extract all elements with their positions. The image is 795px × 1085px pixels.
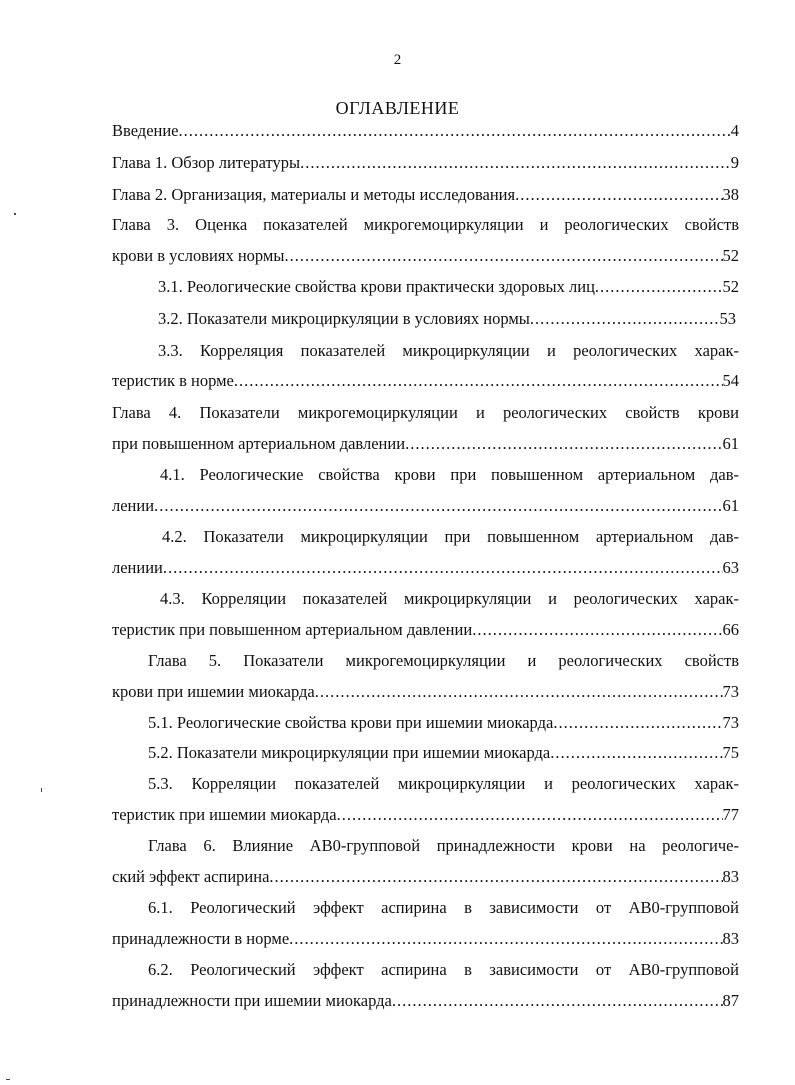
toc-entry-3-3-line-1: 3.3. Корреляция показателей микроциркуляции и реологических харак-	[158, 341, 739, 360]
toc-page: 66	[722, 620, 739, 639]
toc-entry-5-1	[148, 712, 739, 734]
toc-entry-chapter-6-line-1: Глава 6. Влияние АВ0-групповой принадлежности крови на реологиче-	[148, 836, 739, 855]
toc-page: 73	[722, 682, 739, 701]
toc-text: 5.1. Реологические свойства крови при ишемии миокарда	[148, 713, 554, 732]
toc-entry-6-2-line-1: 6.2. Реологический эффект аспирина в зависимости от АВ0-групповой	[148, 960, 739, 979]
toc-page: 9	[730, 153, 739, 172]
toc-entry-chapter-4	[112, 433, 739, 455]
toc-page: 83	[722, 929, 739, 948]
toc-entry-4-1-line-1: 4.1. Реологические свойства крови при повышенном артериальном дав-	[160, 465, 739, 484]
toc-page: 38	[722, 185, 739, 204]
toc-leader	[553, 712, 722, 734]
toc-text: 3.2. Показатели микроциркуляции в условиях нормы	[158, 309, 530, 328]
toc-entry-3-1	[158, 276, 739, 298]
page-number: 2	[393, 52, 402, 68]
toc-text: Глава 1. Обзор литературы	[112, 153, 301, 172]
toc-page: 73	[722, 713, 739, 732]
toc-entry-chapter-4-line-1: Глава 4. Показатели микрогемоциркуляции и реологических свойств крови	[112, 403, 739, 422]
toc-entry-chapter-6	[112, 866, 739, 888]
toc-entry-chapter-3-line-1: Глава 3. Оценка показателей микрогемоциркуляции и реологических свойств	[112, 215, 739, 234]
toc-leader	[269, 866, 722, 888]
toc-leader	[163, 557, 723, 579]
toc-entry-5-3	[112, 804, 739, 826]
toc-text: теристик в норме	[112, 371, 234, 390]
toc-leader	[154, 495, 722, 517]
scan-speck	[41, 788, 42, 792]
toc-page: 75	[722, 743, 739, 762]
toc-entry-3-3	[112, 370, 739, 392]
toc-leader	[530, 308, 720, 330]
toc-page: 87	[722, 991, 739, 1010]
toc-text: Введение	[112, 121, 179, 140]
toc-text: принадлежности в норме	[112, 929, 290, 948]
toc-text: крови в условиях нормы	[112, 246, 285, 265]
toc-text: 3.1. Реологические свойства крови практически здоровых лиц	[158, 277, 595, 296]
toc-leader	[392, 990, 723, 1012]
toc-leader	[337, 804, 723, 826]
toc-page: 54	[722, 371, 739, 390]
toc-page: 83	[722, 867, 739, 886]
toc-page: 53	[719, 309, 736, 328]
toc-entry-chapter-2	[112, 184, 739, 206]
toc-page: 61	[722, 434, 739, 453]
toc-leader	[289, 928, 722, 950]
scan-speck	[14, 213, 16, 215]
toc-entry-4-3	[112, 619, 739, 641]
toc-entry-4-3-line-1: 4.3. Корреляции показателей микроциркуляции и реологических харак-	[160, 589, 739, 608]
toc-text: при повышенном артериальном давлении	[112, 434, 406, 453]
toc-text: крови при ишемии миокарда	[112, 682, 315, 701]
toc-entry-5-3-line-1: 5.3. Корреляции показателей микроциркуляции и реологических харак-	[148, 774, 739, 793]
toc-leader	[179, 120, 731, 142]
toc-entry-4-1	[112, 495, 739, 517]
toc-page: 52	[722, 277, 739, 296]
toc-leader	[472, 619, 722, 641]
toc-text: теристик при ишемии миокарда	[112, 805, 337, 824]
toc-text: лении	[112, 496, 155, 515]
toc-leader	[515, 184, 722, 206]
toc-text: Глава 2. Организация, материалы и методы исследования	[112, 185, 516, 204]
toc-leader	[284, 245, 722, 267]
toc-page: 63	[722, 558, 739, 577]
toc-leader	[405, 433, 722, 455]
toc-entry-intro	[112, 120, 739, 142]
toc-entry-6-1	[112, 928, 739, 950]
toc-text: лениии	[112, 558, 163, 577]
toc-entry-6-1-line-1: 6.1. Реологический эффект аспирина в зависимости от АВ0-групповой	[148, 898, 739, 917]
toc-text: теристик при повышенном артериальном давлении	[112, 620, 473, 639]
toc-entry-5-2	[148, 742, 739, 764]
page-title: ОГЛАВЛЕНИЕ	[335, 98, 460, 118]
toc-leader	[234, 370, 723, 392]
toc-leader	[550, 742, 722, 764]
toc-entry-4-2	[112, 557, 739, 579]
toc-leader	[300, 152, 731, 174]
toc-entry-3-2	[158, 308, 736, 330]
scan-speck	[6, 1079, 10, 1080]
toc-page: 61	[722, 496, 739, 515]
toc-text: ский эффект аспирина	[112, 867, 270, 886]
toc-entry-6-2	[112, 990, 739, 1012]
toc-leader	[315, 681, 723, 703]
toc-page: 77	[722, 805, 739, 824]
toc-page: 52	[722, 246, 739, 265]
toc-leader	[595, 276, 723, 298]
toc-page: 4	[730, 121, 739, 140]
toc-entry-4-2-line-1: 4.2. Показатели микроциркуляции при повышенном артериальном дав-	[162, 527, 739, 546]
toc-text: принадлежности при ишемии миокарда	[112, 991, 392, 1010]
toc-entry-chapter-3	[112, 245, 739, 267]
toc-entry-chapter-5-line-1: Глава 5. Показатели микрогемоциркуляции и реологических свойств	[148, 651, 739, 670]
toc-text: 5.2. Показатели микроциркуляции при ишемии миокарда	[148, 743, 551, 762]
toc-entry-chapter-5	[112, 681, 739, 703]
toc-entry-chapter-1	[112, 152, 739, 174]
